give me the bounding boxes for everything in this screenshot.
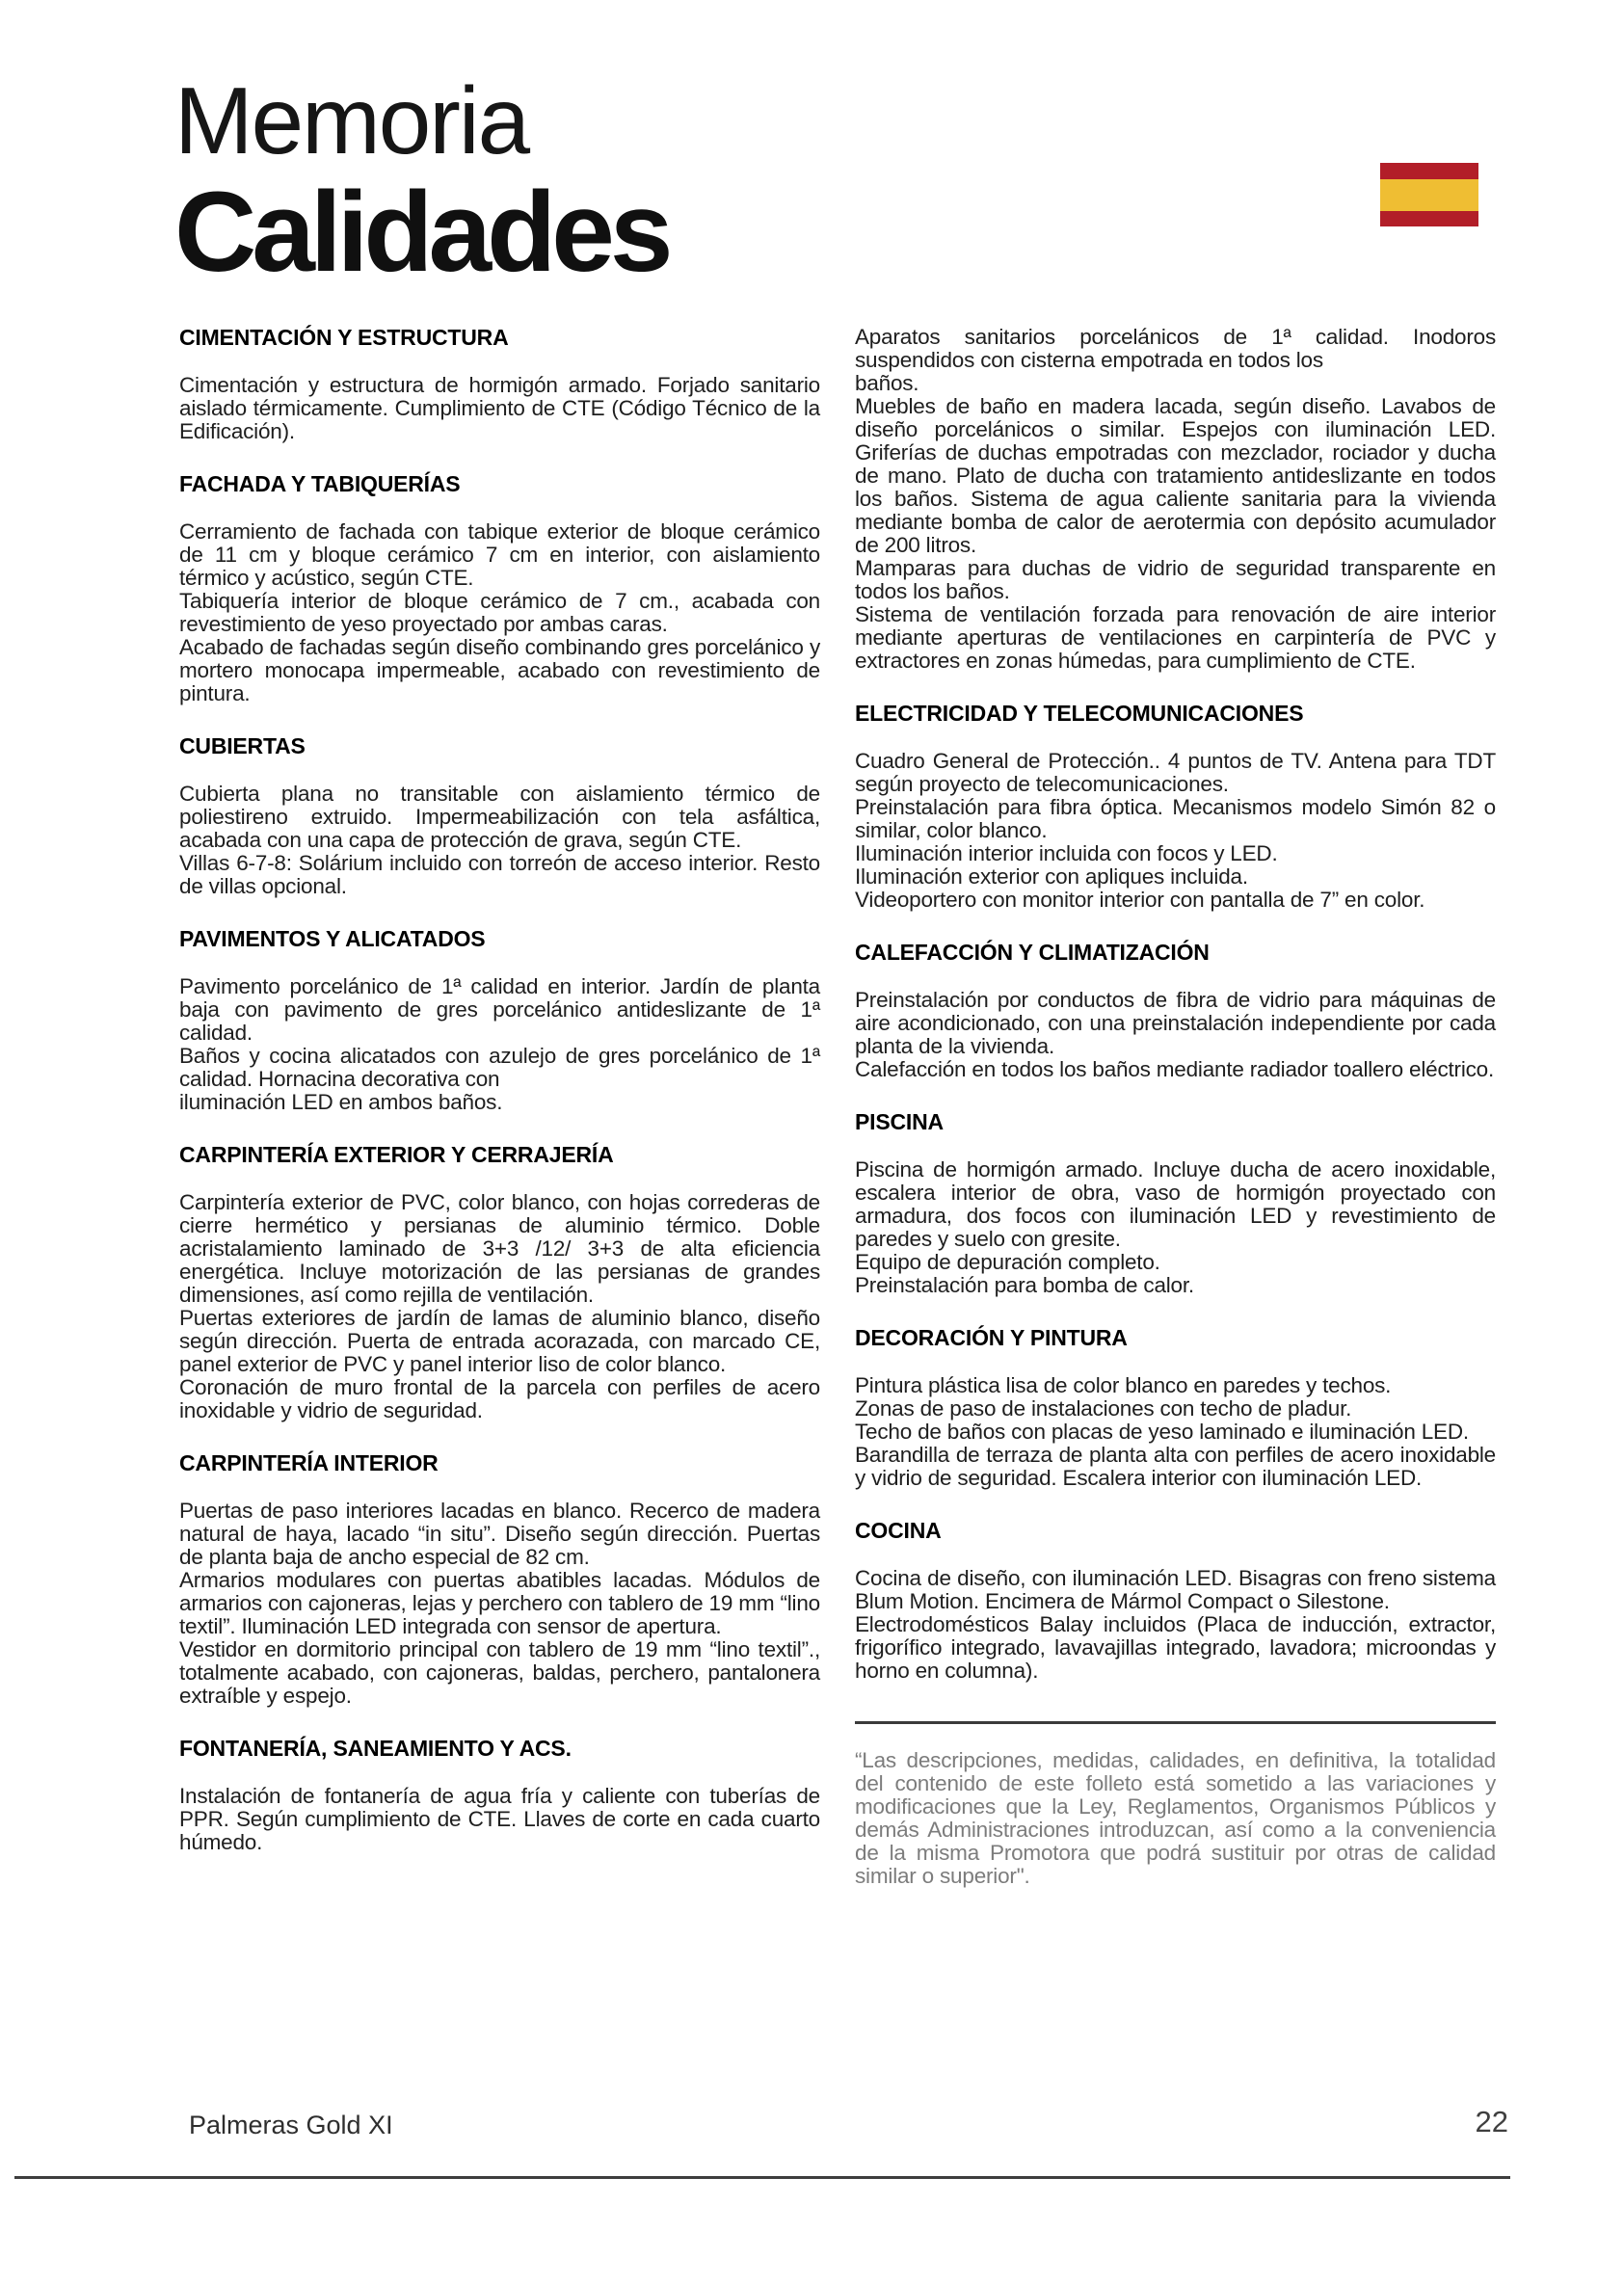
body-paragraph: Piscina de hormigón armado. Incluye ducha de acero inoxidable, escalera interior de obra, vaso de hormigón proyectado con armadura, dos focos con iluminación LED y revestimiento de paredes y suelo con gresite. (855, 1157, 1496, 1251)
body-paragraph: Cubierta plana no transitable con aislamiento térmico de poliestireno extruido. Impermeabilización con tela asfáltica, acabada con una capa de protección de grava, según CTE. (179, 782, 820, 852)
body-paragraph: Zonas de paso de instalaciones con techo de pladur. (855, 1396, 1352, 1421)
section-left-2 (179, 734, 820, 898)
body-paragraph: Vestidor en dormitorio principal con tablero de 19 mm “lino textil”., totalmente acabado, con cajoneras, baldas, perchero, pantalonera extraíble y espejo. (179, 1637, 820, 1708)
section-right-1 (855, 702, 1496, 912)
section-title: DECORACIÓN Y PINTURA (855, 1325, 1128, 1350)
body-paragraph: Cuadro General de Protección.. 4 puntos de TV. Antena para TDT según proyecto de telecomunicaciones. (855, 749, 1496, 796)
body-paragraph: Instalación de fontanería de agua fría y caliente con tuberías de PPR. Según cumplimiento de CTE. Llaves de corte en cada cuarto húmedo. (179, 1784, 820, 1854)
disclaimer-text: “Las descripciones, medidas, calidades, en definitiva, la totalidad del contenido de este folleto está sometido a las variaciones y modificaciones que la Ley, Reglamentos, Organismos Públicos y demás Administraciones introduzcan, así como a la conveniencia de la misma Promotora que podrá sustituir por otras de calidad similar o superior". (855, 1748, 1496, 1888)
body-paragraph: Preinstalación para bomba de calor. (855, 1273, 1194, 1297)
footer-page-number: 22 (1475, 2105, 1508, 2138)
body-paragraph: Barandilla de terraza de planta alta con perfiles de acero inoxidable y vidrio de seguridad. Escalera interior con iluminación LED. (855, 1443, 1496, 1490)
section-title: CIMENTACIÓN Y ESTRUCTURA (179, 325, 509, 350)
body-paragraph: Cerramiento de fachada con tabique exterior de bloque cerámico de 11 cm y bloque cerámico 7 cm en interior, con aislamiento térmico y acústico, según CTE. (179, 519, 820, 590)
section-title: CARPINTERÍA EXTERIOR Y CERRAJERÍA (179, 1142, 614, 1167)
body-paragraph: Iluminación interior incluida con focos y LED. (855, 841, 1278, 865)
flag-stripe-yellow (1380, 179, 1478, 211)
body-paragraph: Armarios modulares con puertas abatibles lacadas. Módulos de armarios con cajoneras, lejas y perchero con tablero de 19 mm “lino textil”. Iluminación LED integrada con sensor de apertura. (179, 1568, 820, 1638)
page-title-calidades: Calidades (174, 168, 669, 296)
body-paragraph: Muebles de baño en madera lacada, según diseño. Lavabos de diseño porcelánicos o similar. Espejos con iluminación LED. Griferías de duchas empotradas con mezclador, rociador y ducha de mano. Plato de ducha con tratamiento antideslizante en todos los baños. Sistema de agua caliente sanitaria para la vivienda mediante bomba de calor de aerotermia con depósito acumulador de 200 litros. (855, 394, 1496, 557)
section-right-4 (855, 1326, 1496, 1490)
section-title: PISCINA (855, 1109, 944, 1134)
body-paragraph: Puertas exteriores de jardín de lamas de aluminio blanco, diseño según dirección. Puerta de entrada acorazada, con marcado CE, panel exterior de PVC y panel interior liso de color blanco. (179, 1306, 820, 1376)
body-paragraph: Aparatos sanitarios porcelánicos de 1ª calidad. Inodoros suspendidos con cisterna empotrada en todos los (855, 325, 1496, 372)
flag-stripe-red-top (1380, 163, 1478, 179)
body-paragraph: Baños y cocina alicatados con azulejo de gres porcelánico de 1ª calidad. Hornacina decorativa con (179, 1044, 820, 1091)
body-paragraph: Iluminación exterior con apliques incluida. (855, 864, 1248, 889)
body-paragraph: Cocina de diseño, con iluminación LED. Bisagras con freno sistema Blum Motion. Encimera de Mármol Compact o Silestone. (855, 1566, 1496, 1613)
section-title: PAVIMENTOS Y ALICATADOS (179, 926, 486, 951)
body-paragraph: Electrodomésticos Balay incluidos (Placa de inducción, extractor, frigorífico integrado, lavavajillas integrado, lavadora; microondas y horno en columna). (855, 1612, 1496, 1683)
flag-stripe-red-bottom (1380, 211, 1478, 227)
page-title-memoria: Memoria (174, 67, 529, 173)
footer-rule (14, 2176, 1510, 2179)
section-left-6 (179, 1737, 820, 1854)
body-paragraph: Mamparas para duchas de vidrio de seguridad transparente en todos los baños. (855, 556, 1496, 603)
section-title: CARPINTERÍA INTERIOR (179, 1450, 439, 1475)
column-right (855, 326, 1496, 1888)
body-paragraph: Carpintería exterior de PVC, color blanco, con hojas correderas de cierre hermético y persianas de aluminio térmico. Doble acristalamiento laminado de 3+3 /12/ 3+3 de alta eficiencia energética. Incluye motorización de las persianas de grandes dimensiones, así como rejilla de ventilación. (179, 1190, 820, 1307)
body-paragraph: Villas 6-7-8: Solárium incluido con torreón de acceso interior. Resto de villas opcional. (179, 851, 820, 898)
section-title: CUBIERTAS (179, 733, 306, 758)
section-right-3 (855, 1110, 1496, 1297)
body-paragraph: Videoportero con monitor interior con pantalla de 7” en color. (855, 888, 1425, 912)
body-paragraph: baños. (855, 371, 919, 395)
body-paragraph: Acabado de fachadas según diseño combinando gres porcelánico y mortero monocapa impermeable, acabado con revestimiento de pintura. (179, 635, 820, 705)
page-title (174, 67, 669, 296)
column-left (179, 326, 820, 1888)
section-left-5 (179, 1451, 820, 1708)
section-left-3 (179, 927, 820, 1114)
body-paragraph: Tabiquería interior de bloque cerámico de 7 cm., acabada con revestimiento de yeso proyectado por ambas caras. (179, 589, 820, 636)
body-paragraph: Pintura plástica lisa de color blanco en paredes y techos. (855, 1373, 1392, 1397)
section-left-0 (179, 326, 820, 443)
body-paragraph: Coronación de muro frontal de la parcela con perfiles de acero inoxidable y vidrio de seguridad. (179, 1375, 820, 1422)
content-columns (179, 326, 1496, 1888)
body-paragraph: Pavimento porcelánico de 1ª calidad en interior. Jardín de planta baja con pavimento de gres porcelánico antideslizante de 1ª calidad. (179, 974, 820, 1045)
body-paragraph: Preinstalación por conductos de fibra de vidrio para máquinas de aire acondicionado, con una preinstalación independiente por cada planta de la vivienda. (855, 988, 1496, 1058)
body-paragraph: Preinstalación para fibra óptica. Mecanismos modelo Simón 82 o similar, color blanco. (855, 795, 1496, 842)
section-right-5 (855, 1519, 1496, 1683)
spain-flag-icon (1380, 163, 1478, 226)
disclaimer-block (855, 1721, 1496, 1888)
section-title: FONTANERÍA, SANEAMIENTO Y ACS. (179, 1736, 572, 1761)
section-right-0 (855, 326, 1496, 673)
section-title: CALEFACCIÓN Y CLIMATIZACIÓN (855, 940, 1210, 965)
footer-project-name: Palmeras Gold XI (189, 2111, 393, 2139)
body-paragraph: Techo de baños con placas de yeso laminado e iluminación LED. (855, 1420, 1469, 1444)
body-paragraph: Cimentación y estructura de hormigón armado. Forjado sanitario aislado térmicamente. Cumplimiento de CTE (Código Técnico de la Edificación). (179, 373, 820, 443)
section-right-2 (855, 941, 1496, 1081)
body-paragraph: Puertas de paso interiores lacadas en blanco. Recerco de madera natural de haya, lacado “in situ”. Diseño según dirección. Puertas de planta baja de ancho especial de 82 cm. (179, 1499, 820, 1569)
section-title: COCINA (855, 1518, 942, 1543)
body-paragraph: iluminación LED en ambos baños. (179, 1090, 503, 1114)
body-paragraph: Calefacción en todos los baños mediante radiador toallero eléctrico. (855, 1057, 1495, 1081)
body-paragraph: Equipo de depuración completo. (855, 1250, 1160, 1274)
section-title: FACHADA Y TABIQUERÍAS (179, 471, 461, 496)
section-title: ELECTRICIDAD Y TELECOMUNICACIONES (855, 701, 1304, 726)
section-left-4 (179, 1143, 820, 1422)
body-paragraph: Sistema de ventilación forzada para renovación de aire interior mediante aperturas de ventilaciones en carpintería de PVC y extractores en zonas húmedas, para cumplimiento de CTE. (855, 602, 1496, 673)
section-left-1 (179, 472, 820, 705)
